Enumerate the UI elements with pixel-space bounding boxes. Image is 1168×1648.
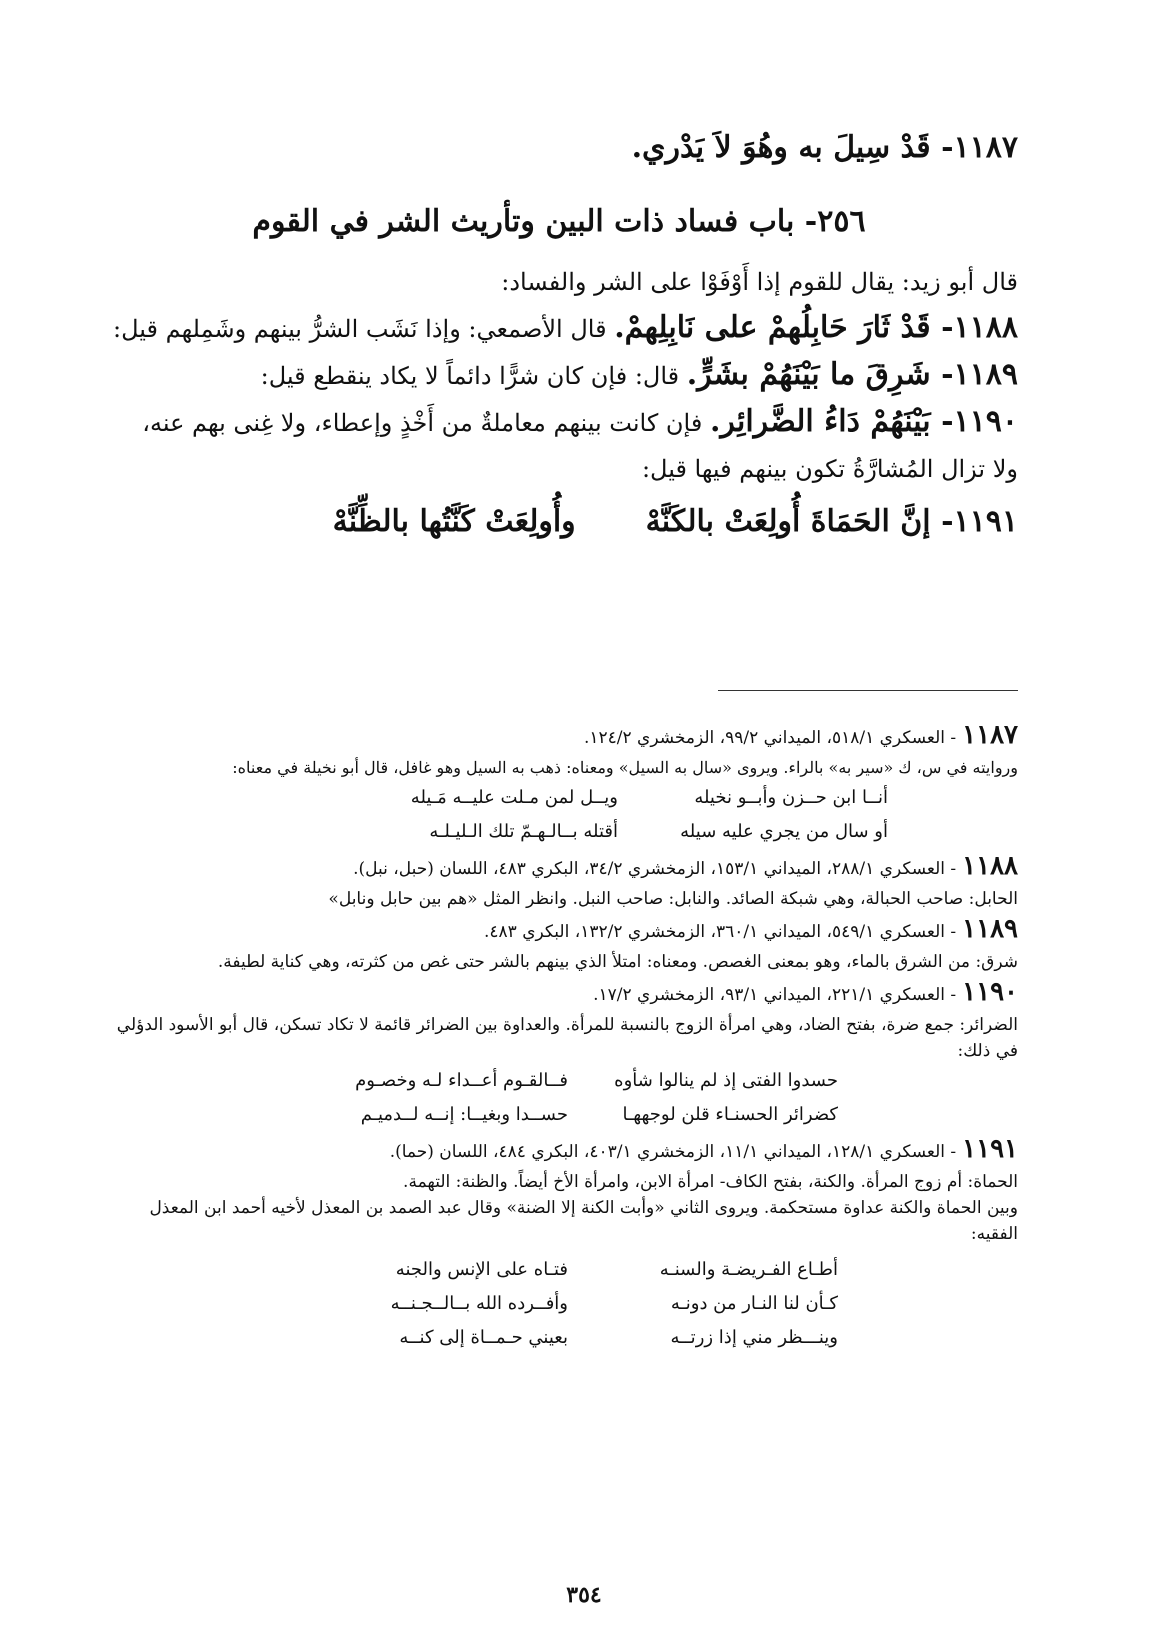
note-1190-sources: - العسكري ٢٢١/١، الميداني ٩٣/١، الزمخشري ١٧/٢.: [593, 985, 957, 1005]
note-1187-verse-1: [110, 781, 1018, 815]
note-1189-sources: - العسكري ٥٤٩/١، الميداني ٣٦٠/١، الزمخشري ١٣٢/٢، البكري ٤٨٣.: [484, 922, 957, 942]
note-1191-verse-2: [110, 1287, 1018, 1321]
note-1188-sources: - العسكري ٢٨٨/١، الميداني ١٥٣/١، الزمخشري ٣٤/٢، البكري ٤٨٣، اللسان (حبل، نبل).: [353, 859, 957, 879]
note-1190-text: الضرائر: جمع ضرة، بفتح الضاد، وهي امرأة الزوج بالنسبة للمرأة. والعداوة بين الضرائر قائمة لا تكاد تسكن، قال أبو الأسود الدؤلي في ذلك:: [116, 1015, 1018, 1061]
verse-1191: [100, 496, 1018, 548]
note-1191-verse-2-b: وأفــرده الله بــالــجـنــه: [390, 1293, 568, 1314]
note-1191-verse-3-b: بعيني حـمــاة إلى كنــه: [399, 1327, 568, 1348]
note-1187-verse-2-b: أقتله بــالـهـمّ تلك الـليـلـه: [429, 821, 618, 842]
note-1190-verse-1-a: حسدوا الفتى إذ لم ينالوا شأوه: [614, 1070, 838, 1091]
paragraph-1190-line2: ولا تزال المُشارَّةُ تكون بينهم فيها قيل:: [641, 455, 1018, 483]
note-1191-number: ١١٩١: [962, 1134, 1018, 1164]
note-1189-text: شرق: من الشرق بالماء، وهو بمعنى الغصص. ومعناه: امتلأ الذي بينهم بالشر حتى غص من كثرته، وهي كناية لطيفة.: [217, 952, 1018, 972]
note-1190-verse-1-b: فــالقـوم أعــداء لـه وخصـوم: [355, 1070, 568, 1091]
note-1188-text: الحابل: صاحب الحبالة، وهي شبكة الصائد. والنابل: صاحب النبل. وانظر المثل «هم بين حابل ونابل»: [328, 889, 1018, 909]
note-1190-head: [110, 975, 1018, 1012]
chapter-heading: ٢٥٦- باب فساد ذات البين وتأريث الشر في القوم: [252, 204, 866, 239]
note-1191-verse-3-a: وينـــظر مني إذا زرتــه: [670, 1327, 838, 1348]
page-number: ٣٥٤: [566, 1582, 602, 1608]
note-1187-verse-1-a: أنــا ابن حــزن وأبــو نخيله: [694, 787, 888, 808]
footnotes: [110, 718, 1018, 1355]
main-text: [100, 128, 1018, 548]
note-1188-head: [110, 849, 1018, 886]
note-1187-number: ١١٨٧: [962, 720, 1018, 750]
note-1191-text-2: وبين الحماة والكنة عداوة مستحكمة. ويروى الثاني «وأبت الكنة إلا الضنة» وقال عبد الصمد بن المعذل لأخيه أحمد ابن المعذل الفقيه:: [149, 1198, 1018, 1244]
note-1189-head: [110, 912, 1018, 949]
intro-line: قال أبو زيد: يقال للقوم إذا أَوْفَوْا على الشر والفساد:: [501, 268, 1018, 296]
note-1190-verse-2: [110, 1098, 1018, 1132]
footnote-divider: [718, 690, 1018, 691]
note-1191-verse-1: [110, 1253, 1018, 1287]
note-1190-verse-1: [110, 1064, 1018, 1098]
note-1191-head: [110, 1132, 1018, 1169]
note-1188-number: ١١٨٨: [962, 851, 1018, 881]
note-1187-head: [110, 718, 1018, 755]
note-1190-number: ١١٩٠: [962, 977, 1018, 1007]
proverb-1189: ١١٨٩- شَرِقَ ما بَيْنَهُمْ بشَرٍّ.: [686, 357, 1018, 392]
paragraph-1188-text: قال الأصمعي: وإذا نَشَب الشرُّ بينهم وشَمِلهم قيل:: [113, 315, 607, 343]
paragraph-1188: [100, 305, 1018, 352]
note-1187-verse-1-b: ويــل لمن مـلت عليــه مَـيله: [410, 787, 618, 808]
proverb-1188: ١١٨٨- قَدْ ثَارَ حَابِلُهمْ على نَابِلِهمْ.: [614, 310, 1018, 345]
note-1190-verse-2-a: كضرائر الحسنـاء قلن لوجههـا: [622, 1104, 838, 1125]
note-1187-verse-2-a: أو سال من يجري عليه سيله: [680, 821, 888, 842]
note-1191-verse-1-a: أطـاع الفـريضـة والسنـه: [659, 1259, 838, 1280]
paragraph-1190-text: فإن كانت بينهم معاملةٌ من أَخْذٍ وإعطاء، ولا غِنى بهم عنه،: [142, 409, 703, 437]
proverb-1190: ١١٩٠- بَيْنَهُمْ دَاءُ الضَّرائِر.: [709, 404, 1018, 439]
note-1187-text: وروايته في س، ك «سير به» بالراء. ويروى «سال به السيل» ومعناه: ذهب به السيل وهو غافل، قال أبو نخيلة في معناه:: [232, 758, 1018, 777]
paragraph-1189-text: قال: فإن كان شرًّا دائماً لا يكاد ينقطع قيل:: [260, 362, 680, 390]
paragraph-1189: [100, 352, 1018, 399]
note-1191-verse-1-b: فتـاه على الإنس والجنه: [395, 1259, 568, 1280]
note-1191-verse-3: [110, 1321, 1018, 1355]
note-1191-verse-2-a: كـأن لنا النـار من دونـه: [670, 1293, 838, 1314]
note-1191-sources: - العسكري ١٢٨/١، الميداني ١١/١، الزمخشري ٤٠٣/١، البكري ٤٨٤، اللسان (حما).: [389, 1142, 957, 1162]
note-1187-sources: - العسكري ٥١٨/١، الميداني ٩٩/٢، الزمخشري ١٢٤/٢.: [583, 728, 957, 748]
proverb-1187: ١١٨٧- قَدْ سِيلَ به وهُوَ لاَ يَدْري.: [631, 130, 1018, 165]
verse-1191-hemistich-1: ١١٩١- إنَّ الحَمَاةَ أُولِعَتْ بالكَنَّهْ: [645, 504, 1018, 539]
paragraph-1190: [100, 399, 1018, 446]
verse-1191-hemistich-2: وأُولِعَتْ كَنَّتُها بالظِّنَّهْ: [332, 504, 576, 539]
note-1191-text-1: الحماة: أم زوج المرأة. والكنة، بفتح الكاف- امرأة الابن، وامرأة الأخ أيضاً. والظنة: التهمة.: [403, 1172, 1018, 1192]
note-1187-verse-2: [110, 815, 1018, 849]
note-1190-verse-2-b: حســدا وبغيــا: إنــه لــدميـم: [360, 1104, 568, 1125]
note-1189-number: ١١٨٩: [962, 914, 1018, 944]
